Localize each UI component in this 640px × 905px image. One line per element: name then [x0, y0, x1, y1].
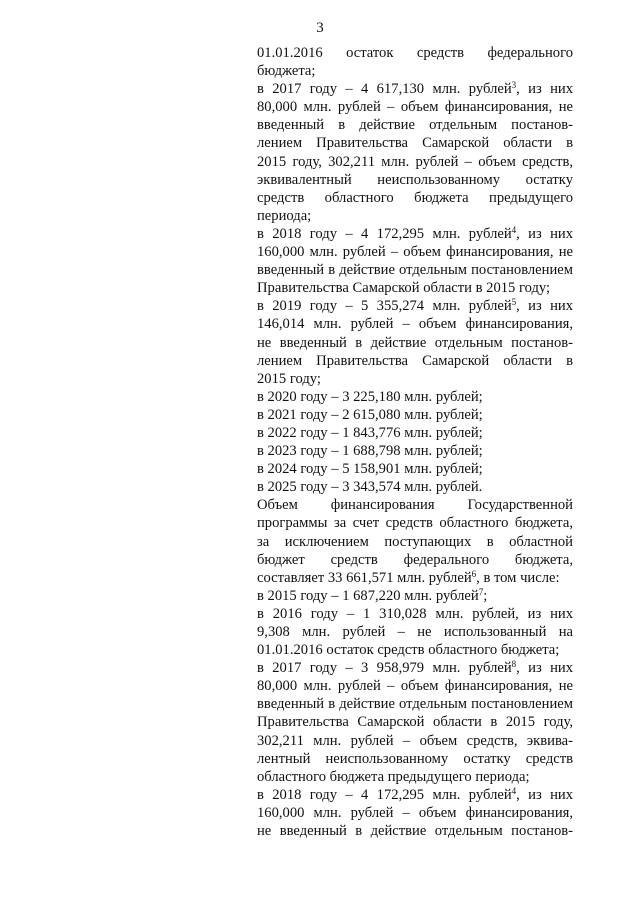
line-text: 9,308 млн. рублей – не использованный на: [257, 624, 573, 640]
line-text: в 2018 году – 4 172,295 млн. рублей: [257, 786, 512, 803]
line-text: за исключением поступающих в областной: [257, 533, 573, 550]
line-text: 146,014 млн. рублей – объем финансирования,: [257, 316, 573, 333]
footnote-marker: 4: [511, 785, 517, 796]
footnote-marker: 5: [511, 297, 517, 308]
text-line: [257, 315, 573, 333]
line-text: Правительства Самарской области в 2015 году;: [257, 280, 551, 297]
line-text: не введенный в действие отдельным постанов-: [257, 823, 573, 840]
line-text: в 2016 году – 1 310,028 млн. рублей, из них: [257, 605, 573, 622]
footnote-marker: 4: [511, 224, 517, 235]
line-text: лением Правительства Самарской области в: [257, 352, 573, 369]
text-line: [257, 786, 573, 804]
text-line: [257, 750, 573, 768]
text-line: [257, 189, 573, 207]
line-text: в 2025 году – 3 343,574 млн. рублей.: [257, 479, 483, 496]
text-line: [257, 370, 573, 388]
line-text: в 2015 году – 1 687,220 млн. рублей: [257, 587, 479, 604]
text-line: [257, 460, 573, 478]
line-text: периода;: [257, 207, 312, 224]
text-line: [257, 442, 573, 460]
line-text: 160,000 млн. рублей – объем финансирования,: [257, 804, 573, 821]
text-line: [257, 261, 573, 279]
line-text-tail: , из них: [516, 660, 573, 677]
line-text: в 2017 году – 4 617,130 млн. рублей: [257, 81, 512, 98]
line-text: в 2020 году – 3 225,180 млн. рублей;: [257, 388, 483, 405]
page-number: 3: [316, 20, 324, 36]
text-line: [257, 659, 573, 677]
text-line: [257, 171, 573, 189]
line-text: 160,000 млн. рублей – объем финансирования, не: [257, 244, 573, 261]
line-text: лентный неиспользованному остатку средств: [257, 750, 573, 767]
line-text: программы за счет средств областного бюджета,: [257, 515, 573, 532]
line-text-tail: , из них: [516, 786, 573, 803]
text-line: [257, 768, 573, 786]
text-column: [257, 44, 573, 840]
line-text: введенный в действие отдельным постановлением: [257, 696, 573, 713]
text-line: [257, 116, 573, 134]
footnote-marker: 6: [471, 568, 477, 579]
footnote-marker: 8: [511, 659, 517, 670]
line-text: Правительства Самарской области в 2015 году,: [257, 714, 573, 731]
line-text: в 2019 году – 5 355,274 млн. рублей: [257, 298, 512, 315]
line-text: Объем финансирования Государственной: [257, 497, 573, 514]
text-line: [257, 804, 573, 822]
text-line: [257, 514, 573, 532]
text-line: [257, 533, 573, 551]
line-text-tail: , в том числе:: [476, 569, 560, 586]
text-line: [257, 279, 573, 297]
line-text: введенный в действие отдельным постанов-: [257, 117, 573, 134]
text-line: [257, 677, 573, 695]
footnote-marker: 3: [511, 80, 517, 91]
text-line: [257, 134, 573, 152]
text-line: [257, 243, 573, 261]
line-text: в 2022 году – 1 843,776 млн. рублей;: [257, 424, 483, 441]
line-text-tail: , из них: [516, 81, 573, 98]
text-line: [257, 605, 573, 623]
text-line: [257, 496, 573, 514]
line-text: в 2021 году – 2 615,080 млн. рублей;: [257, 406, 483, 423]
line-text: областного бюджета предыдущего периода;: [257, 768, 530, 785]
text-line: [257, 62, 573, 80]
text-line: [257, 153, 573, 171]
text-line: [257, 80, 573, 98]
line-text: средств областного бюджета предыдущего: [257, 189, 573, 206]
text-line: [257, 569, 573, 587]
line-text-tail: ;: [483, 587, 488, 604]
text-line: [257, 297, 573, 315]
text-line: [257, 44, 573, 62]
text-line: [257, 388, 573, 406]
line-text: 80,000 млн. рублей – объем финансирования, не: [257, 99, 573, 116]
line-text: лением Правительства Самарской области в: [257, 135, 573, 152]
line-text: бюджет средств федерального бюджета,: [257, 551, 573, 568]
line-text: в 2023 году – 1 688,798 млн. рублей;: [257, 443, 483, 460]
text-line: [257, 478, 573, 496]
line-text-tail: , из них: [516, 225, 573, 242]
text-line: [257, 713, 573, 731]
line-text: в 2024 году – 5 158,901 млн. рублей;: [257, 461, 483, 478]
footnote-marker: 7: [478, 586, 484, 597]
line-text: эквивалентный неиспользованному остатку: [257, 171, 573, 188]
text-line: [257, 424, 573, 442]
line-text: не введенный в действие отдельным постанов-: [257, 334, 573, 351]
text-line: [257, 98, 573, 116]
text-line: [257, 587, 573, 605]
line-text: бюджета;: [257, 63, 316, 80]
line-text: в 2018 году – 4 172,295 млн. рублей: [257, 225, 512, 242]
line-text: 01.01.2016 остаток средств областного бюджета;: [257, 642, 560, 659]
text-line: [257, 641, 573, 659]
text-line: [257, 732, 573, 750]
line-text: 302,211 млн. рублей – объем средств, эквива-: [257, 732, 573, 749]
text-line: [257, 352, 573, 370]
text-line: [257, 334, 573, 352]
text-line: [257, 623, 573, 641]
line-text: составляет 33 661,571 млн. рублей: [257, 569, 472, 586]
text-line: [257, 695, 573, 713]
text-line: [257, 225, 573, 243]
line-text: введенный в действие отдельным постановлением: [257, 262, 573, 279]
text-line: [257, 822, 573, 840]
line-text: 80,000 млн. рублей – объем финансирования, не: [257, 678, 573, 695]
line-text: 2015 году, 302,211 млн. рублей – объем средств,: [257, 153, 573, 170]
text-line: [257, 551, 573, 569]
text-line: [257, 207, 573, 225]
text-line: [257, 406, 573, 424]
line-text-tail: , из них: [516, 298, 573, 315]
line-text: 2015 году;: [257, 370, 321, 387]
line-text: 01.01.2016 остаток средств федерального: [257, 45, 573, 61]
line-text: в 2017 году – 3 958,979 млн. рублей: [257, 660, 512, 677]
